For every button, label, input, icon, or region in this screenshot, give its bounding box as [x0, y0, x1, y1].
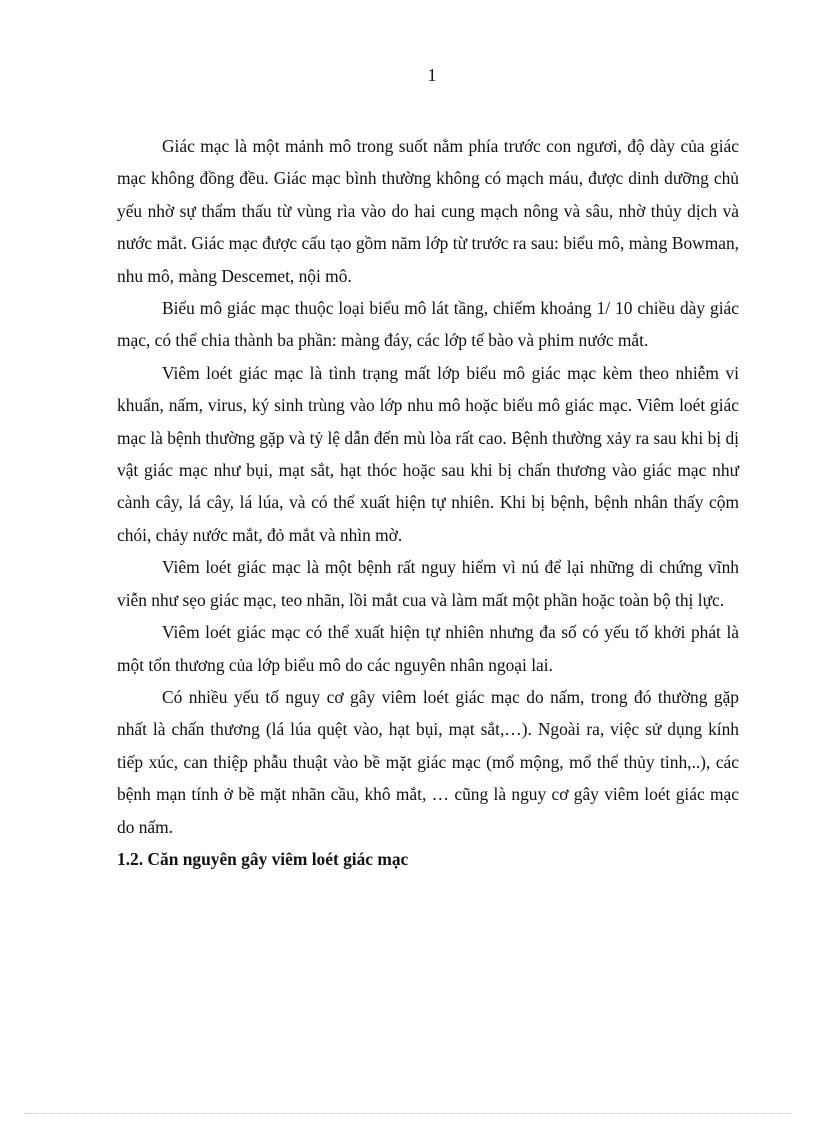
paragraph-epithelium: Biểu mô giác mạc thuộc loại biểu mô lát tầng, chiếm khoảng 1/ 10 chiều dày giác mạc, có thể chia thành ba phần: màng đáy, các lớp tế bào và phim nước mắt. — [117, 298, 739, 351]
body-text — [117, 130, 739, 875]
page-bottom-divider — [24, 1113, 792, 1114]
paragraph-onset: Viêm loét giác mạc có thể xuất hiện tự nhiên nhưng đa số có yếu tố khởi phát là một tổn thương của lớp biểu mô do các nguyên nhân ngoại lai. — [117, 622, 739, 675]
page-number: 1 — [427, 65, 437, 85]
section-heading: 1.2. Căn nguyên gây viêm loét giác mạc — [117, 848, 409, 869]
paragraph-cornea-structure: Giác mạc là một mảnh mô trong suốt nằm phía trước con ngươi, độ dày của giác mạc không đồng đều. Giác mạc bình thường không có mạch máu, được dinh dưỡng chủ yếu nhờ sự thẩm thấu từ vùng rìa vào do hai cung mạch nông và sâu, nhờ thủy dịch và nước mắt. Giác mạc được cấu tạo gồm năm lớp từ trước ra sau: biểu mô, màng Bowman, nhu mô, màng Descemet, nội mô. — [117, 136, 739, 286]
paragraph-risk-factors: Có nhiều yếu tố nguy cơ gây viêm loét giác mạc do nấm, trong đó thường gặp nhất là chấn thương (lá lúa quệt vào, hạt bụi, mạt sắt,…). Ngoài ra, việc sử dụng kính tiếp xúc, can thiệp phẫu thuật vào bề mặt giác mạc (mổ mộng, mổ thể thủy tinh,..), các bệnh mạn tính ở bề mặt nhãn cầu, khô mắt, … cũng là nguy cơ gây viêm loét giác mạc do nấm. — [117, 686, 739, 837]
paragraph-keratitis-definition: Viêm loét giác mạc là tình trạng mất lớp biểu mô giác mạc kèm theo nhiễm vi khuẩn, nấm, virus, ký sinh trùng vào lớp nhu mô hoặc biểu mô giác mạc. Viêm loét giác mạc là bệnh thường gặp và tỷ lệ dẫn đến mù lòa rất cao. Bệnh thường xảy ra sau khi bị dị vật giác mạc như bụi, mạt sắt, hạt thóc hoặc sau khi bị chấn thương vào giác mạc như cành cây, lá cây, lá lúa, và có thể xuất hiện tự nhiên. Khi bị bệnh, bệnh nhân thấy cộm chói, chảy nước mắt, đỏ mắt và nhìn mờ. — [117, 362, 739, 545]
paragraph-complications: Viêm loét giác mạc là một bệnh rất nguy hiểm vì nú để lại những di chứng vĩnh viễn như sẹo giác mạc, teo nhãn, lồi mắt cua và làm mất một phần hoặc toàn bộ thị lực. — [117, 557, 739, 610]
